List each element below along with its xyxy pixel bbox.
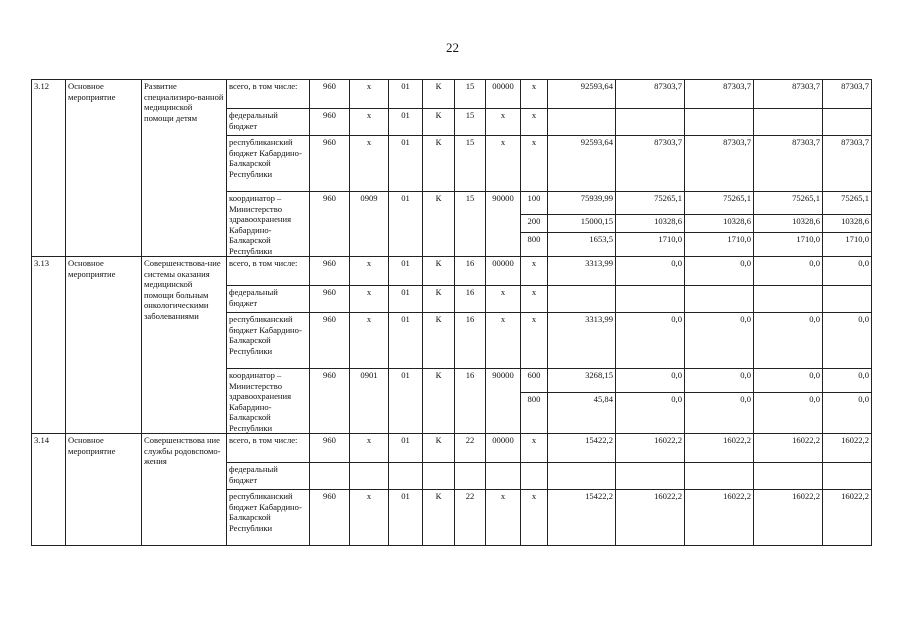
k-cell: К [423, 257, 455, 286]
grbs-cell: 960 [310, 286, 350, 313]
amount-cell: 0,0 [823, 313, 872, 369]
section-number-cell: 3.14 [32, 434, 66, 546]
grbs-cell: 960 [310, 192, 350, 257]
amount-cell: 0,0 [685, 313, 754, 369]
amount-cell: 1710,0 [754, 233, 823, 257]
code-cell: х [486, 136, 521, 192]
pr-cell: 01 [389, 136, 423, 192]
amount-cell: 1710,0 [616, 233, 685, 257]
amount-cell: 16022,2 [823, 490, 872, 546]
amount-cell: 10328,6 [616, 214, 685, 233]
code-cell: х [486, 109, 521, 136]
code-cell [486, 463, 521, 490]
n-cell: 15 [455, 109, 486, 136]
n-cell: 16 [455, 369, 486, 434]
amount-cell: 3268,15 [548, 369, 616, 393]
funding-source-cell: республиканский бюджет Кабардино-Балкарской Республики [227, 136, 310, 192]
amount-cell: 15422,2 [548, 434, 616, 463]
amount-cell: 16022,2 [616, 490, 685, 546]
event-name-cell: Совершенствова ние службы родовспомо-жения [142, 434, 227, 546]
amount-cell [823, 286, 872, 313]
amount-cell: 75265,1 [616, 192, 685, 215]
amount-cell [616, 286, 685, 313]
n-cell: 16 [455, 257, 486, 286]
rz-cell: х [350, 109, 389, 136]
k-cell: К [423, 369, 455, 434]
amount-cell [823, 463, 872, 490]
code-cell: 00000 [486, 257, 521, 286]
k-cell [423, 463, 455, 490]
vr-cell: 600 [521, 369, 548, 393]
grbs-cell: 960 [310, 80, 350, 109]
grbs-cell: 960 [310, 434, 350, 463]
funding-source-cell: федеральный бюджет [227, 463, 310, 490]
grbs-cell: 960 [310, 109, 350, 136]
amount-cell: 87303,7 [616, 136, 685, 192]
k-cell: К [423, 136, 455, 192]
funding-source-cell: всего, в том числе: [227, 80, 310, 109]
amount-cell [548, 286, 616, 313]
rz-cell: х [350, 313, 389, 369]
amount-cell: 45,84 [548, 393, 616, 434]
amount-cell: 1653,5 [548, 233, 616, 257]
amount-cell: 0,0 [616, 313, 685, 369]
rz-cell: х [350, 490, 389, 546]
amount-cell: 75939,99 [548, 192, 616, 215]
amount-cell: 87303,7 [754, 80, 823, 109]
n-cell: 16 [455, 313, 486, 369]
funding-source-cell: федеральный бюджет [227, 109, 310, 136]
amount-cell [685, 463, 754, 490]
rz-cell: х [350, 136, 389, 192]
amount-cell: 0,0 [685, 257, 754, 286]
amount-cell [685, 109, 754, 136]
amount-cell: 1710,0 [823, 233, 872, 257]
vr-cell: х [521, 490, 548, 546]
amount-cell: 0,0 [616, 257, 685, 286]
vr-cell [521, 463, 548, 490]
rz-cell: х [350, 286, 389, 313]
rz-cell: х [350, 257, 389, 286]
vr-cell: х [521, 80, 548, 109]
vr-cell: х [521, 313, 548, 369]
amount-cell: 0,0 [685, 369, 754, 393]
vr-cell: х [521, 434, 548, 463]
funding-source-cell: всего, в том числе: [227, 257, 310, 286]
pr-cell: 01 [389, 313, 423, 369]
amount-cell: 16022,2 [685, 490, 754, 546]
amount-cell [616, 109, 685, 136]
code-cell: х [486, 286, 521, 313]
amount-cell: 0,0 [823, 369, 872, 393]
k-cell: К [423, 286, 455, 313]
vr-cell: х [521, 286, 548, 313]
n-cell: 16 [455, 286, 486, 313]
amount-cell: 16022,2 [685, 434, 754, 463]
grbs-cell: 960 [310, 257, 350, 286]
amount-cell: 87303,7 [685, 80, 754, 109]
amount-cell: 87303,7 [685, 136, 754, 192]
amount-cell: 16022,2 [754, 434, 823, 463]
amount-cell: 16022,2 [754, 490, 823, 546]
pr-cell: 01 [389, 257, 423, 286]
grbs-cell: 960 [310, 490, 350, 546]
amount-cell: 92593,64 [548, 136, 616, 192]
amount-cell: 10328,6 [685, 214, 754, 233]
code-cell: 90000 [486, 192, 521, 257]
amount-cell: 0,0 [754, 393, 823, 434]
amount-cell: 16022,2 [823, 434, 872, 463]
amount-cell [754, 109, 823, 136]
amount-cell: 0,0 [685, 393, 754, 434]
section-number-cell: 3.12 [32, 80, 66, 257]
vr-cell: х [521, 109, 548, 136]
amount-cell: 0,0 [754, 257, 823, 286]
amount-cell: 87303,7 [823, 136, 872, 192]
pr-cell: 01 [389, 286, 423, 313]
n-cell: 15 [455, 80, 486, 109]
amount-cell: 15422,2 [548, 490, 616, 546]
code-cell: х [486, 490, 521, 546]
k-cell: К [423, 109, 455, 136]
amount-cell: 10328,6 [754, 214, 823, 233]
event-name-cell: Развитие специализиро-ванной медицинской помощи детям [142, 80, 227, 257]
pr-cell: 01 [389, 192, 423, 257]
grbs-cell: 960 [310, 369, 350, 434]
table-row [32, 257, 872, 286]
amount-cell: 0,0 [823, 257, 872, 286]
amount-cell: 0,0 [616, 369, 685, 393]
k-cell: К [423, 80, 455, 109]
pr-cell: 01 [389, 109, 423, 136]
n-cell: 22 [455, 490, 486, 546]
grbs-cell [310, 463, 350, 490]
n-cell [455, 463, 486, 490]
code-cell: 00000 [486, 434, 521, 463]
rz-cell: 0909 [350, 192, 389, 257]
rz-cell [350, 463, 389, 490]
amount-cell [685, 286, 754, 313]
table-row [32, 80, 872, 109]
amount-cell: 0,0 [823, 393, 872, 434]
k-cell: К [423, 192, 455, 257]
amount-cell: 0,0 [754, 313, 823, 369]
amount-cell: 87303,7 [823, 80, 872, 109]
n-cell: 15 [455, 192, 486, 257]
vr-cell: 800 [521, 233, 548, 257]
funding-source-cell: федеральный бюджет [227, 286, 310, 313]
grbs-cell: 960 [310, 136, 350, 192]
amount-cell [616, 463, 685, 490]
amount-cell [754, 463, 823, 490]
event-type-cell: Основное мероприятие [66, 80, 142, 257]
budget-table [31, 79, 872, 546]
pr-cell: 01 [389, 434, 423, 463]
pr-cell [389, 463, 423, 490]
amount-cell: 16022,2 [616, 434, 685, 463]
coordinator-cell: координатор – Министерство здравоохранения Кабардино-Балкарской Республики [227, 192, 310, 257]
event-name-cell: Совершенствова-ние системы оказания медицинской помощи больным онкологическими заболеваниями [142, 257, 227, 434]
vr-cell: 100 [521, 192, 548, 215]
code-cell: 00000 [486, 80, 521, 109]
code-cell: 90000 [486, 369, 521, 434]
vr-cell: 200 [521, 214, 548, 233]
amount-cell [754, 286, 823, 313]
section-number-cell: 3.13 [32, 257, 66, 434]
k-cell: К [423, 490, 455, 546]
vr-cell: 800 [521, 393, 548, 434]
amount-cell: 87303,7 [754, 136, 823, 192]
amount-cell: 3313,99 [548, 313, 616, 369]
vr-cell: х [521, 257, 548, 286]
pr-cell: 01 [389, 490, 423, 546]
amount-cell: 75265,1 [823, 192, 872, 215]
grbs-cell: 960 [310, 313, 350, 369]
amount-cell: 87303,7 [616, 80, 685, 109]
amount-cell: 92593,64 [548, 80, 616, 109]
table-row [32, 434, 872, 463]
amount-cell: 15000,15 [548, 214, 616, 233]
amount-cell: 1710,0 [685, 233, 754, 257]
amount-cell: 3313,99 [548, 257, 616, 286]
pr-cell: 01 [389, 369, 423, 434]
vr-cell: х [521, 136, 548, 192]
rz-cell: х [350, 80, 389, 109]
coordinator-cell: координатор – Министерство здравоохранения Кабардино-Балкарской Республики [227, 369, 310, 434]
n-cell: 15 [455, 136, 486, 192]
funding-source-cell: республиканский бюджет Кабардино-Балкарской Республики [227, 313, 310, 369]
rz-cell: х [350, 434, 389, 463]
code-cell: х [486, 313, 521, 369]
page-number: 22 [446, 40, 459, 55]
rz-cell: 0901 [350, 369, 389, 434]
funding-source-cell: всего, в том числе: [227, 434, 310, 463]
amount-cell: 0,0 [616, 393, 685, 434]
event-type-cell: Основное мероприятие [66, 434, 142, 546]
funding-source-cell: республиканский бюджет Кабардино-Балкарской Республики [227, 490, 310, 546]
k-cell: К [423, 434, 455, 463]
amount-cell: 0,0 [754, 369, 823, 393]
k-cell: К [423, 313, 455, 369]
amount-cell: 75265,1 [685, 192, 754, 215]
amount-cell: 75265,1 [754, 192, 823, 215]
amount-cell: 10328,6 [823, 214, 872, 233]
amount-cell [548, 463, 616, 490]
event-type-cell: Основное мероприятие [66, 257, 142, 434]
pr-cell: 01 [389, 80, 423, 109]
amount-cell [823, 109, 872, 136]
n-cell: 22 [455, 434, 486, 463]
amount-cell [548, 109, 616, 136]
